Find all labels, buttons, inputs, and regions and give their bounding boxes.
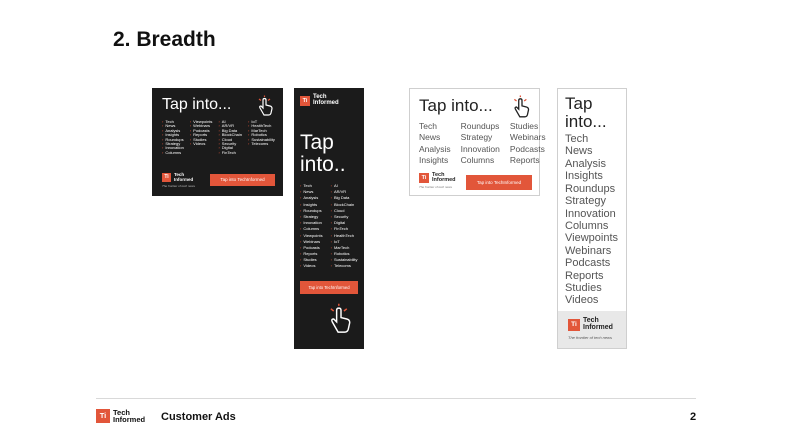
ad3-headline: Tap into... xyxy=(419,96,493,115)
list-item: › Sustainability xyxy=(331,257,358,263)
list-item: Webinars xyxy=(509,132,546,143)
logo-mark: Ti xyxy=(568,319,580,331)
logo-wordmark xyxy=(432,173,456,183)
logo-line1: Tech xyxy=(113,408,130,417)
list-item: › Insights xyxy=(300,202,323,208)
list-item: › Cloud xyxy=(331,208,358,214)
logo-line2: Informed xyxy=(432,177,456,184)
techinformed-logo xyxy=(162,173,193,182)
list-item: Insights xyxy=(419,155,449,166)
list-item: › Viewpoints xyxy=(300,233,323,239)
list-item: › Videos xyxy=(190,142,213,146)
logo-line2: Informed xyxy=(583,323,613,331)
list-item: › Studies xyxy=(300,257,323,263)
list-item: › Sustainability xyxy=(248,138,275,142)
list-item: Reports xyxy=(509,155,540,166)
ad4-brand-footer xyxy=(558,311,626,348)
ad-light-skyscraper xyxy=(557,88,627,349)
tap-hand-icon xyxy=(511,95,533,119)
list-item: › Innovation xyxy=(300,220,323,226)
list-item: Innovation xyxy=(565,207,616,220)
list-item: Tech xyxy=(565,133,589,145)
list-item: Columns xyxy=(565,219,609,232)
list-item: › Strategy xyxy=(162,142,184,146)
ad3-topic-columns xyxy=(419,121,546,167)
tagline: The frontier of tech news xyxy=(568,335,613,340)
list-item: Viewpoints xyxy=(565,232,618,245)
tap-into-button[interactable]: Tap into TechInformed xyxy=(466,175,532,190)
list-item: › AI xyxy=(331,183,358,189)
logo-wordmark xyxy=(583,318,613,331)
ad3-col3 xyxy=(510,121,546,167)
list-item: Webinars xyxy=(565,244,612,257)
logo-mark: Ti xyxy=(162,173,171,182)
list-item: › Innovation xyxy=(162,146,184,150)
list-item: › HealthTech xyxy=(331,233,358,239)
page-number: 2 xyxy=(690,411,697,423)
ad-light-landscape xyxy=(409,88,546,196)
logo-mark: Ti xyxy=(419,173,429,183)
list-item: › BlockChain xyxy=(331,202,358,208)
ad3-col1 xyxy=(419,121,451,167)
list-item: › Robotics xyxy=(248,133,275,137)
list-item: › News xyxy=(162,124,184,128)
logo-line2: Informed xyxy=(174,176,194,182)
ad4-headline: Tap into... xyxy=(565,94,607,131)
tagline: The frontier of tech news xyxy=(419,185,453,189)
tap-hand-icon xyxy=(326,303,356,335)
list-item: › FinTech xyxy=(331,226,358,232)
tap-hand-icon xyxy=(256,95,276,117)
logo-wordmark xyxy=(113,409,145,423)
list-item: › Insights xyxy=(162,133,184,137)
list-item: › Security xyxy=(218,142,242,146)
ad1-col1 xyxy=(162,120,184,155)
logo-line1: Tech xyxy=(174,172,185,178)
footer-label: Customer Ads xyxy=(161,411,236,423)
list-item: News xyxy=(419,132,441,143)
ad1-headline: Tap into... xyxy=(162,96,232,113)
list-item: Studies xyxy=(565,282,602,295)
list-item: › Studies xyxy=(190,138,213,142)
list-item: › IoT xyxy=(248,120,275,124)
ad2-col2 xyxy=(331,183,358,270)
ad2-topic-columns xyxy=(300,183,358,270)
list-item: › Viewpoints xyxy=(190,120,213,124)
logo-line2: Informed xyxy=(313,99,339,106)
list-item: Analysis xyxy=(419,143,451,154)
list-item: › Webinars xyxy=(300,239,323,245)
list-item: Studies xyxy=(509,121,539,131)
techinformed-logo xyxy=(300,95,339,106)
list-item: Reports xyxy=(565,269,604,282)
list-item: Strategy xyxy=(565,195,606,208)
list-item: › Cloud xyxy=(218,138,242,142)
list-item: › Videos xyxy=(300,263,323,269)
list-item: Podcasts xyxy=(565,257,611,270)
logo-line1: Tech xyxy=(432,172,445,178)
list-item: › Roundups xyxy=(300,208,323,214)
list-item: › HealthTech xyxy=(248,124,275,128)
list-item: › IoT xyxy=(331,239,358,245)
list-item: Innovation xyxy=(460,143,500,154)
slide-title: 2. Breadth xyxy=(113,28,216,51)
list-item: Insights xyxy=(565,170,603,183)
list-item: › Roundups xyxy=(162,138,184,142)
list-item: › Analysis xyxy=(162,129,184,133)
ad4-topic-list xyxy=(565,133,618,307)
list-item: › Reports xyxy=(190,133,213,137)
list-item: Videos xyxy=(565,294,599,307)
list-item: Strategy xyxy=(460,132,493,143)
footer-techinformed-logo xyxy=(96,409,145,423)
list-item: › Webinars xyxy=(190,124,213,128)
list-item: › Podcasts xyxy=(300,245,323,251)
tap-into-button[interactable]: Tap into TechInformed xyxy=(300,281,358,294)
list-item: › AR/VR xyxy=(218,124,242,128)
list-item: › Columns xyxy=(300,226,323,232)
techinformed-logo xyxy=(568,318,613,331)
ad1-col3 xyxy=(218,120,242,155)
list-item: › Telecoms xyxy=(331,263,358,269)
list-item: › Robotics xyxy=(331,251,358,257)
logo-mark: Ti xyxy=(300,96,310,106)
list-item: Analysis xyxy=(565,157,606,170)
ad-dark-skyscraper xyxy=(294,88,364,349)
ad2-col1 xyxy=(300,183,323,270)
ad-dark-landscape xyxy=(152,88,283,196)
tagline: The frontier of tech news xyxy=(162,184,196,188)
list-item: News xyxy=(565,145,593,158)
ad1-col2 xyxy=(190,120,213,155)
techinformed-logo xyxy=(419,173,456,183)
list-item: › Analysis xyxy=(300,195,323,201)
list-item: › Reports xyxy=(300,251,323,257)
list-item: Columns xyxy=(460,155,495,166)
list-item: › Tech xyxy=(300,183,323,189)
logo-wordmark xyxy=(313,95,339,106)
logo-line1: Tech xyxy=(313,94,327,100)
footer-divider xyxy=(96,398,696,399)
list-item: › Columns xyxy=(162,151,184,155)
list-item: › AR/VR xyxy=(331,189,358,195)
list-item: › Tech xyxy=(162,120,184,124)
list-item: › Digital xyxy=(331,220,358,226)
logo-line1: Tech xyxy=(583,317,599,324)
list-item: › Podcasts xyxy=(190,129,213,133)
logo-wordmark xyxy=(174,173,193,182)
list-item: › Strategy xyxy=(300,214,323,220)
list-item: › News xyxy=(300,189,323,195)
ad3-col2 xyxy=(461,121,500,167)
ad1-topic-columns xyxy=(162,120,275,155)
list-item: › AI xyxy=(218,120,242,124)
logo-mark: Ti xyxy=(96,409,110,423)
list-item: › FinTech xyxy=(218,151,242,155)
list-item: › Security xyxy=(331,214,358,220)
ad1-col4 xyxy=(248,120,275,155)
list-item: › Telecoms xyxy=(248,142,275,146)
list-item: › MarTech xyxy=(248,129,275,133)
list-item: › MarTech xyxy=(331,245,358,251)
list-item: Podcasts xyxy=(509,143,545,154)
tap-into-button[interactable]: Tap into TechInformed xyxy=(210,174,275,186)
ad2-headline: Tap into.. xyxy=(300,131,346,177)
list-item: Tech xyxy=(419,121,437,131)
logo-line2: Informed xyxy=(113,415,146,425)
list-item: Roundups xyxy=(565,182,616,195)
list-item: Roundups xyxy=(460,121,500,131)
list-item: › Big Data xyxy=(331,195,358,201)
list-item: › Digital xyxy=(218,146,242,150)
list-item: › BlockChain xyxy=(218,133,242,137)
list-item: › Big Data xyxy=(218,129,242,133)
